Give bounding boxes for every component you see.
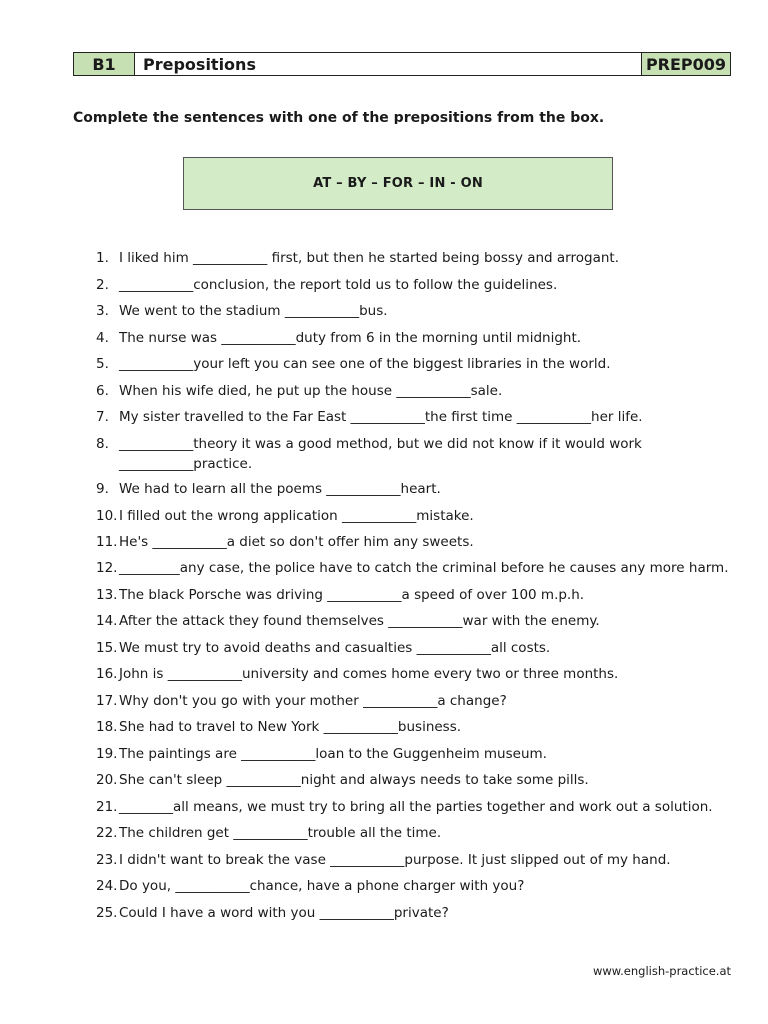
exercise-number: 16. [96, 666, 118, 682]
exercise-item [96, 692, 746, 712]
exercise-sentence: He's ___________a diet so don't offer him any sweets. [119, 534, 474, 550]
exercise-item [96, 382, 746, 402]
exercise-item [96, 276, 746, 296]
exercise-item [96, 612, 746, 632]
exercise-sentence: We went to the stadium ___________bus. [119, 303, 388, 319]
exercise-sentence: She can't sleep ___________night and always needs to take some pills. [119, 772, 589, 788]
exercise-number: 15. [96, 640, 118, 656]
exercise-sentence: Why don't you go with your mother ___________a change? [119, 693, 507, 709]
instructions: Complete the sentences with one of the prepositions from the box. [73, 110, 605, 124]
exercise-item [96, 586, 746, 606]
exercise-item [96, 355, 746, 375]
exercise-number: 24. [96, 878, 118, 894]
exercise-number: 12. [96, 560, 118, 576]
exercise-sentence: The black Porsche was driving ___________a speed of over 100 m.p.h. [119, 587, 585, 603]
exercise-number: 6. [96, 383, 109, 399]
exercise-item [96, 639, 746, 659]
exercise-sentence: ___________conclusion, the report told us to follow the guidelines. [119, 277, 558, 293]
exercise-item [96, 798, 746, 818]
exercise-sentence: I didn't want to break the vase ___________purpose. It just slipped out of my hand. [119, 852, 671, 868]
exercise-item [96, 533, 746, 553]
exercise-number: 25. [96, 905, 118, 921]
exercise-number: 20. [96, 772, 118, 788]
exercise-item [96, 329, 746, 349]
exercise-item [96, 665, 746, 685]
exercise-sentence: We had to learn all the poems ___________heart. [119, 481, 441, 497]
exercise-item [96, 302, 746, 322]
exercise-sentence: We must try to avoid deaths and casualties ___________all costs. [119, 640, 551, 656]
exercise-sentence: ________all means, we must try to bring all the parties together and work out a solution. [119, 799, 713, 815]
footer-url: www.english-practice.at [592, 964, 731, 978]
exercise-item [96, 559, 746, 579]
exercise-sentence: John is ___________university and comes home every two or three months. [119, 666, 619, 682]
exercise-sentence: ___________your left you can see one of the biggest libraries in the world. [119, 356, 611, 372]
exercise-item [96, 480, 746, 500]
exercise-item [96, 507, 746, 527]
exercise-item [96, 249, 746, 269]
exercise-number: 8. [96, 436, 109, 452]
worksheet-header [73, 52, 731, 76]
exercise-sentence: The paintings are ___________loan to the Guggenheim museum. [119, 746, 547, 762]
exercise-number: 17. [96, 693, 118, 709]
exercise-item [96, 877, 746, 897]
exercise-item [96, 408, 746, 428]
exercise-number: 5. [96, 356, 109, 372]
exercise-sentence: The children get ___________trouble all the time. [119, 825, 442, 841]
exercise-item [96, 435, 746, 474]
exercise-number: 18. [96, 719, 118, 735]
exercise-number: 11. [96, 534, 118, 550]
exercise-number: 10. [96, 508, 118, 524]
exercise-number: 2. [96, 277, 109, 293]
exercise-sentence: When his wife died, he put up the house ___________sale. [119, 383, 503, 399]
exercise-number: 19. [96, 746, 118, 762]
exercise-number: 23. [96, 852, 118, 868]
exercise-number: 1. [96, 250, 109, 266]
worksheet-title: Prepositions [135, 53, 642, 76]
exercise-number: 3. [96, 303, 109, 319]
exercise-sentence: Could I have a word with you ___________private? [119, 905, 449, 921]
exercise-number: 9. [96, 481, 109, 497]
exercise-number: 21. [96, 799, 118, 815]
worksheet-code: PREP009 [642, 53, 731, 76]
exercise-sentence: ___________theory it was a good method, but we did not know if it would work ___________practice. [119, 436, 642, 472]
exercise-item [96, 824, 746, 844]
level-badge: B1 [74, 53, 135, 76]
exercise-number: 22. [96, 825, 118, 841]
exercise-item [96, 851, 746, 871]
word-box: AT – BY – FOR – IN - ON [183, 157, 613, 210]
exercise-sentence: After the attack they found themselves ___________war with the enemy. [119, 613, 600, 629]
exercise-item [96, 904, 746, 924]
exercise-sentence: _________any case, the police have to catch the criminal before he causes any more harm. [119, 560, 729, 576]
exercise-sentence: She had to travel to New York ___________business. [119, 719, 462, 735]
exercise-sentence: My sister travelled to the Far East ___________the first time ___________her life. [119, 409, 643, 425]
exercise-sentence: Do you, ___________chance, have a phone charger with you? [119, 878, 525, 894]
exercise-number: 4. [96, 330, 109, 346]
exercise-item [96, 745, 746, 765]
exercise-sentence: I liked him ___________ first, but then he started being bossy and arrogant. [119, 250, 619, 266]
exercise-number: 7. [96, 409, 109, 425]
exercise-item [96, 718, 746, 738]
exercise-sentence: I filled out the wrong application ___________mistake. [119, 508, 474, 524]
exercise-sentence: The nurse was ___________duty from 6 in the morning until midnight. [119, 330, 582, 346]
exercise-number: 13. [96, 587, 118, 603]
exercise-item [96, 771, 746, 791]
exercise-number: 14. [96, 613, 118, 629]
